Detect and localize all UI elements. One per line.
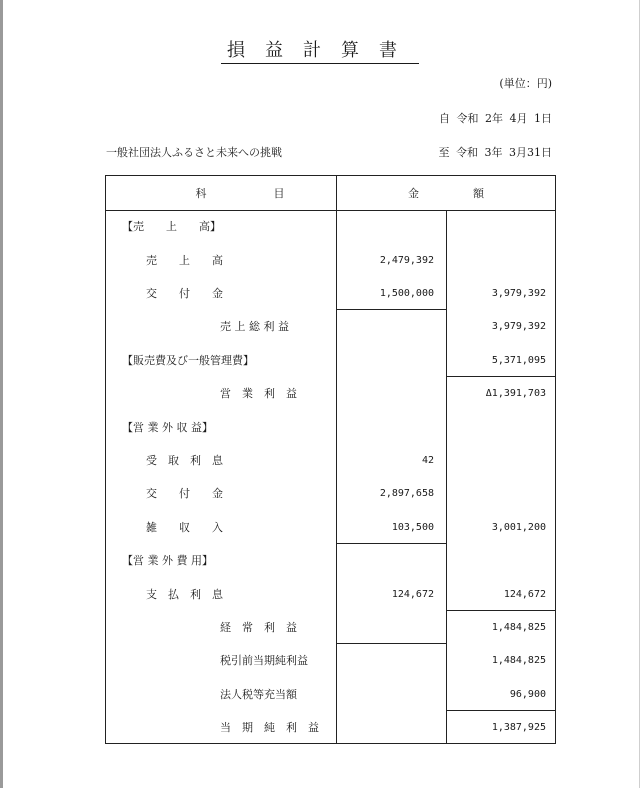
row-label: 【営 業 外 収 益】 <box>122 421 213 434</box>
income-statement-table <box>105 175 556 744</box>
rule-b-1 <box>446 376 556 377</box>
row-amount-b: 5,371,095 <box>491 355 546 366</box>
row-amount-b: 3,979,392 <box>491 288 546 299</box>
row-label: 交 付 金 <box>146 487 223 500</box>
rule-a-1 <box>336 309 446 310</box>
header-account: 科 目 <box>195 187 287 200</box>
rule-b-2 <box>446 610 556 611</box>
row-label: 支 払 利 息 <box>146 588 223 601</box>
row-amount-b: 124,672 <box>503 589 546 600</box>
header-amount: 金 額 <box>408 187 486 200</box>
row-label: 雑 収 入 <box>146 521 223 534</box>
row-label: 経 常 利 益 <box>220 621 297 634</box>
row-label: 【販売費及び一般管理費】 <box>122 354 254 367</box>
row-amount-b: Δ1,391,703 <box>485 388 546 399</box>
row-amount-a: 42 <box>421 455 434 466</box>
column-divider-main <box>336 176 337 743</box>
page-edge <box>0 0 3 788</box>
rule-b-3 <box>446 710 556 711</box>
row-amount-a: 2,479,392 <box>379 255 434 266</box>
period-from: 自 令和 2年 4月 1日 <box>439 112 552 125</box>
row-amount-a: 2,897,658 <box>379 488 434 499</box>
row-amount-a: 1,500,000 <box>379 288 434 299</box>
rule-a-2 <box>336 543 446 544</box>
row-label: 売 上 総 利 益 <box>220 320 289 333</box>
row-label: 【売 上 高】 <box>122 220 221 233</box>
row-label: 営 業 利 益 <box>220 387 297 400</box>
row-amount-b: 1,387,925 <box>491 722 546 733</box>
row-amount-b: 3,979,392 <box>491 321 546 332</box>
unit-label: (単位：円) <box>499 77 552 90</box>
column-divider-amount <box>446 210 447 743</box>
rule-a-3 <box>336 643 446 644</box>
row-amount-a: 124,672 <box>391 589 434 600</box>
row-label: 当 期 純 利 益 <box>220 721 319 734</box>
row-amount-b: 3,001,200 <box>491 522 546 533</box>
document-title: 損益計算書 <box>0 36 640 64</box>
row-amount-b: 1,484,825 <box>491 655 546 666</box>
organization-name: 一般社団法人ふるさと未来への挑戦 <box>106 146 282 159</box>
row-amount-b: 96,900 <box>509 689 546 700</box>
row-label: 税引前当期純利益 <box>220 654 308 667</box>
row-label: 交 付 金 <box>146 287 223 300</box>
row-label: 【営 業 外 費 用】 <box>122 554 213 567</box>
row-label: 法人税等充当額 <box>220 688 297 701</box>
row-label: 受 取 利 息 <box>146 454 223 467</box>
row-amount-b: 1,484,825 <box>491 622 546 633</box>
row-amount-a: 103,500 <box>391 522 434 533</box>
row-label: 売 上 高 <box>146 254 223 267</box>
period-to: 至 令和 3年 3月31日 <box>438 146 552 159</box>
header-divider <box>106 210 555 211</box>
